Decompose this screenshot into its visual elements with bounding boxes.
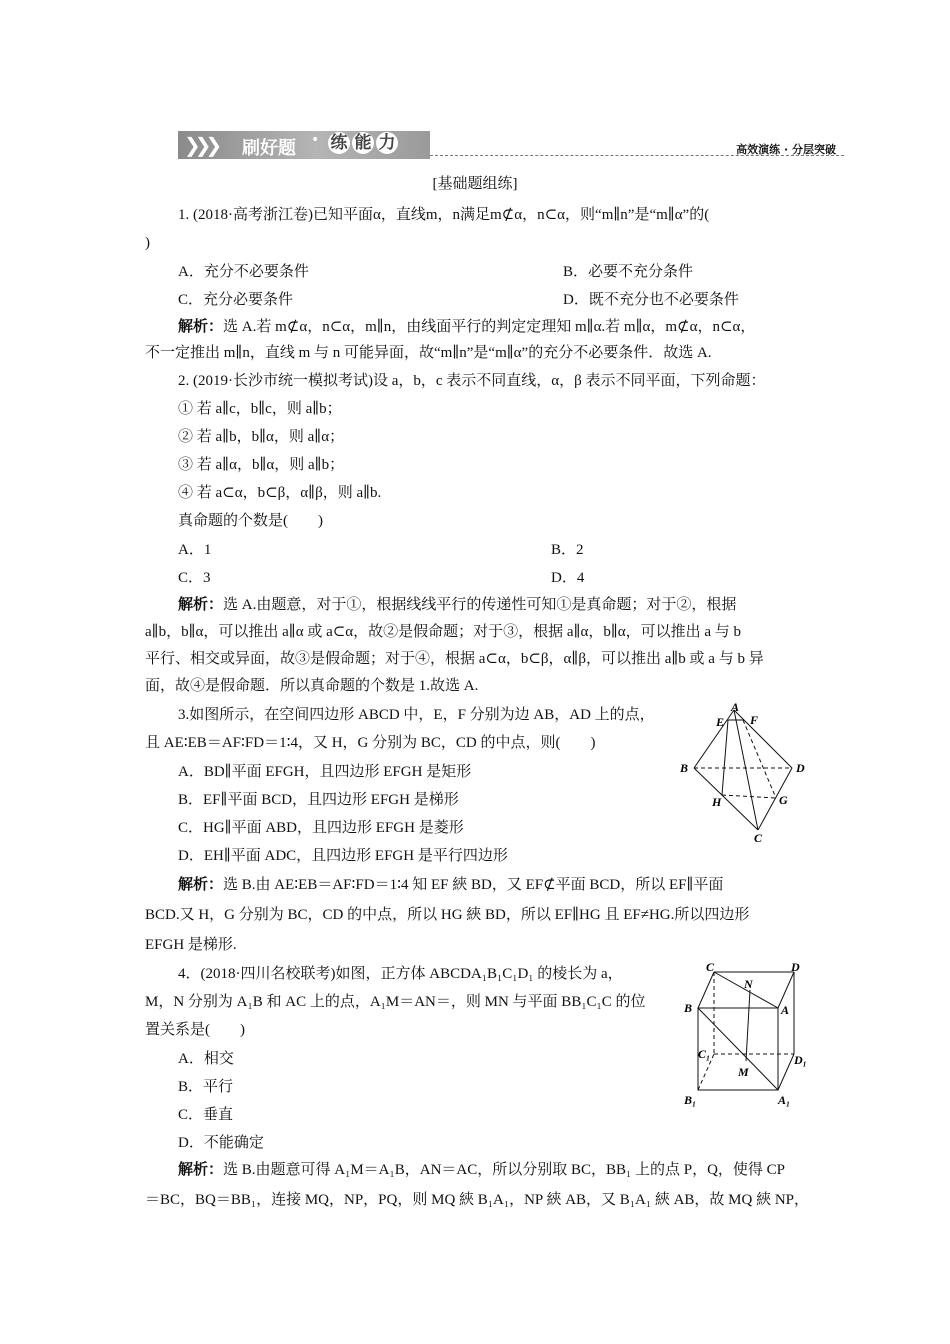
q1-solution-line1: 解析：选 A.若 m⊄α，n⊂α，m∥n，由线面平行的判定定理知 m∥α.若 m∥α，m⊄α，n⊂α， bbox=[178, 319, 756, 335]
q3-label-d: D bbox=[796, 761, 805, 775]
banner-dot: • bbox=[311, 132, 320, 148]
q4-stem-line3: 置关系是( ) bbox=[145, 1022, 245, 1038]
q2-question: 真命题的个数是( ) bbox=[178, 513, 323, 529]
q3-option-a: A．BD∥平面 EFGH，且四边形 EFGH 是矩形 bbox=[178, 764, 472, 780]
q3-label-g: G bbox=[779, 793, 788, 807]
q3-solution-line3: EFGH 是梯形. bbox=[145, 937, 237, 953]
q4-option-b: B．平行 bbox=[178, 1079, 234, 1095]
q4-option-d: D．不能确定 bbox=[178, 1135, 264, 1151]
q2-option-a: A．1 bbox=[178, 542, 212, 558]
q2-solution-line4: 面，故④是假命题．所以真命题的个数是 1.故选 A. bbox=[145, 678, 479, 694]
q4-label-n: N bbox=[744, 977, 753, 991]
q3-option-d: D．EH∥平面 ADC，且四边形 EFGH 是平行四边形 bbox=[178, 848, 508, 864]
q3-label-c: C bbox=[754, 831, 763, 844]
q3-label-b: B bbox=[680, 761, 689, 775]
q1-option-d: D．既不充分也不必要条件 bbox=[563, 292, 739, 308]
q4-label-d1: D₁ bbox=[794, 1053, 807, 1067]
q2-solution-line3: 平行、相交或异面，故③是假命题；对于④，根据 a⊂α，b⊂β，α∥β，可以推出 a∥b 或 a 与 b 异 bbox=[145, 651, 764, 667]
q2-statement-1: ① 若 a∥c，b∥c，则 a∥b； bbox=[178, 401, 342, 417]
q3-stem-line2: 且 AE∶EB＝AF∶FD＝1∶4，又 H，G 分别为 BC，CD 的中点，则( ) bbox=[145, 735, 596, 751]
q1-option-b: B．必要不充分条件 bbox=[563, 264, 694, 280]
q3-stem-line1: 3.如图所示，在空间四边形 ABCD 中，E，F 分别为边 AB，AD 上的点， bbox=[178, 707, 655, 723]
q4-option-c: C．垂直 bbox=[178, 1107, 234, 1123]
q3-option-c: C．HG∥平面 ABD，且四边形 EFGH 是菱形 bbox=[178, 820, 464, 836]
banner-title: 刷好题 bbox=[242, 138, 296, 159]
q3-label-f: F bbox=[750, 713, 759, 727]
q3-label-e: E bbox=[716, 715, 725, 729]
q4-cube-figure bbox=[680, 960, 810, 1110]
q4-stem-line1: 4．(2018·四川名校联考)如图，正方体 ABCDA₁B₁C₁D₁ 的棱长为 a， bbox=[178, 966, 623, 982]
q2-option-d: D．4 bbox=[551, 570, 585, 586]
q4-label-a: A bbox=[781, 1003, 790, 1017]
chevron-right-icon: ❯❯❯ bbox=[184, 133, 217, 157]
banner-subtitle: 练 能 力 bbox=[328, 132, 400, 154]
q1-solution-line2: 不一定推出 m∥n，直线 m 与 n 可能异面，故“m∥n”是“m∥α”的充分不必要条件．故选 A. bbox=[145, 345, 712, 361]
q1-option-c: C．充分必要条件 bbox=[178, 292, 294, 308]
q4-label-c1: C₁ bbox=[698, 1047, 711, 1061]
q4-label-d: D bbox=[791, 960, 800, 974]
q4-option-a: A．相交 bbox=[178, 1051, 234, 1067]
q3-solution-line2: BCD.又 H，G 分别为 BC，CD 的中点，所以 HG 綊 BD，所以 EF∥HG 且 EF≠HG.所以四边形 bbox=[145, 907, 750, 923]
q4-label-a1: A₁ bbox=[778, 1093, 791, 1107]
q2-stem: 2. (2019·长沙市统一模拟考试)设 a，b，c 表示不同直线，α，β 表示不同平面，下列命题： bbox=[178, 373, 766, 389]
q2-option-c: C．3 bbox=[178, 570, 211, 586]
q3-option-b: B．EF∥平面 BCD，且四边形 EFGH 是梯形 bbox=[178, 792, 459, 808]
q2-statement-3: ③ 若 a∥α，b∥α，则 a∥b； bbox=[178, 457, 345, 473]
header-right-text: 高效演练 · 分层突破 bbox=[736, 143, 836, 156]
q3-solution-line1: 解析：选 B.由 AE∶EB＝AF∶FD＝1∶4 知 EF 綊 BD，又 EF⊄平面 BCD，所以 EF∥平面 bbox=[178, 877, 724, 893]
q4-label-b: B bbox=[684, 1001, 693, 1015]
q3-label-a: A bbox=[731, 702, 740, 714]
q2-statement-2: ② 若 a∥b，b∥α，则 a∥α； bbox=[178, 429, 345, 445]
q3-label-h: H bbox=[712, 795, 722, 809]
q4-solution-line1: 解析：选 B.由题意可得 A₁M＝A₁B，AN＝AC，所以分别取 BC，BB₁ 上的点 P，Q，使得 CP bbox=[178, 1162, 786, 1178]
q2-solution-line2: a∥b，b∥α，可以推出 a∥α 或 a⊂α，故②是假命题；对于③，根据 a∥α，b∥α，可以推出 a 与 b bbox=[145, 624, 742, 640]
q4-label-c: C bbox=[706, 960, 715, 974]
q2-solution-line1: 解析：选 A.由题意，对于①，根据线线平行的传递性可知①是真命题；对于②，根据 bbox=[178, 597, 737, 613]
q1-stem-line1: 1. (2018·高考浙江卷)已知平面α，直线m，n满足m⊄α，n⊂α，则“m∥n”是“m∥α”的( bbox=[178, 207, 710, 223]
q3-tetrahedron-figure bbox=[676, 702, 812, 844]
q4-solution-line2: ＝BC，BQ＝BB₁，连接 MQ，NP，PQ，则 MQ 綊 B₁A₁，NP 綊 AB，又 B₁A₁ 綊 AB，故 MQ 綊 NP， bbox=[145, 1192, 810, 1208]
q2-statement-4: ④ 若 a⊂α，b⊂β，α∥β，则 a∥b. bbox=[178, 485, 382, 501]
section-title: [基础题组练] bbox=[432, 176, 518, 192]
q4-label-m: M bbox=[738, 1065, 749, 1079]
q1-option-a: A．充分不必要条件 bbox=[178, 264, 309, 280]
q4-label-b1: B₁ bbox=[684, 1093, 697, 1107]
q2-option-b: B．2 bbox=[551, 542, 584, 558]
q1-stem-line2: ) bbox=[145, 235, 150, 251]
header-banner bbox=[178, 131, 430, 159]
q4-stem-line2: M，N 分别为 A₁B 和 AC 上的点，A₁M＝AN＝，则 MN 与平面 BB₁C₁C 的位 bbox=[145, 994, 646, 1010]
